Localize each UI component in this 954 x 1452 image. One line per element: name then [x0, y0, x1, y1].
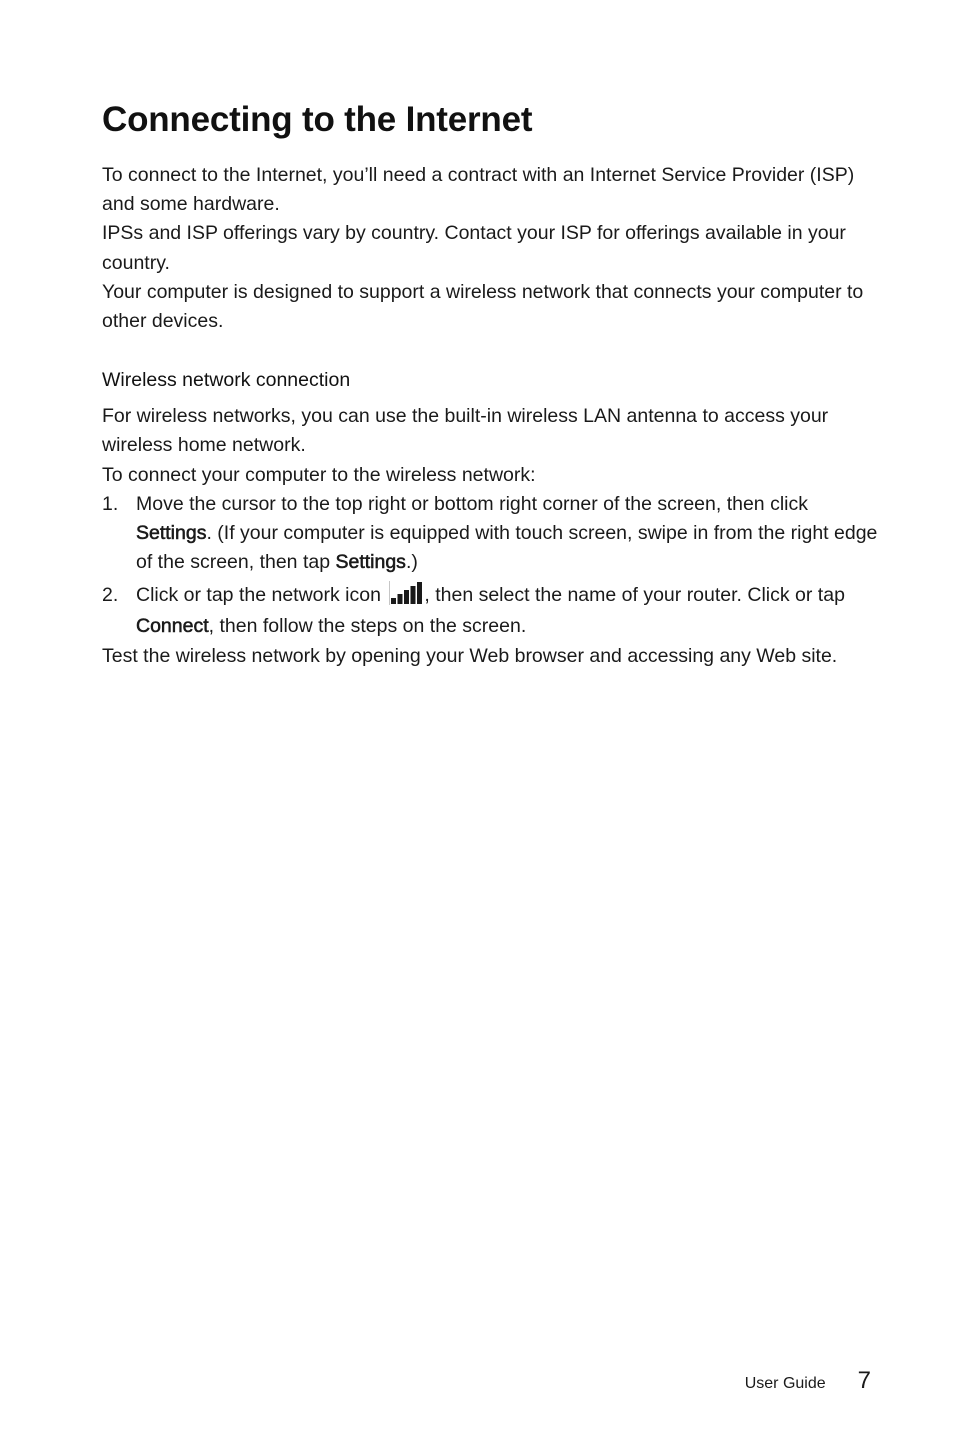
page-title: Connecting to the Internet [102, 100, 533, 139]
wireless-paragraph-2: To connect your computer to the wireless network: [102, 463, 536, 486]
test-text: Test the wireless network by opening your Web browser and accessing any Web site. [102, 645, 838, 668]
step-number: 2. [102, 584, 119, 607]
intro-section [102, 161, 882, 336]
step-1 [102, 490, 882, 578]
settings-label: Settings [335, 551, 406, 574]
footer-label: User Guide [744, 1375, 826, 1392]
wireless-paragraph-3 [102, 642, 882, 671]
step-text: Move the cursor to the top right or bottom right corner of the screen, then click [136, 492, 808, 515]
wireless-section [102, 402, 882, 671]
step-text: , then select the name of your router. Click or tap [424, 584, 845, 607]
steps-list [102, 490, 882, 643]
connect-label: Connect [136, 615, 209, 638]
step-number: 1. [102, 492, 119, 515]
page-footer [745, 1366, 871, 1396]
step-text: , then follow the steps on the screen. [208, 615, 527, 638]
step-text: .) [405, 551, 418, 574]
page-content [102, 96, 882, 672]
intro-paragraph-1: To connect to the Internet, you’ll need a contract with an Internet Service Provider (ISP) and some hardware. [102, 164, 855, 216]
intro-paragraph-2: IPSs and ISP offerings vary by country. Contact your ISP for offerings available in your country. [102, 222, 846, 274]
step-2 [102, 580, 882, 642]
step-text: Click or tap the network icon [136, 584, 381, 607]
section-title-wireless: Wireless network connection [102, 369, 351, 392]
network-signal-icon [389, 581, 423, 605]
wireless-paragraph-1: For wireless networks, you can use the built-in wireless LAN antenna to access your wireless home network. [102, 405, 829, 457]
settings-label: Settings [136, 522, 207, 545]
page-number: 7 [857, 1367, 871, 1394]
step-text: . (If your computer is equipped with touch screen, swipe in from the right edge of the screen, then tap [136, 522, 878, 574]
intro-paragraph-3: Your computer is designed to support a wireless network that connects your computer to other devices. [102, 280, 864, 333]
